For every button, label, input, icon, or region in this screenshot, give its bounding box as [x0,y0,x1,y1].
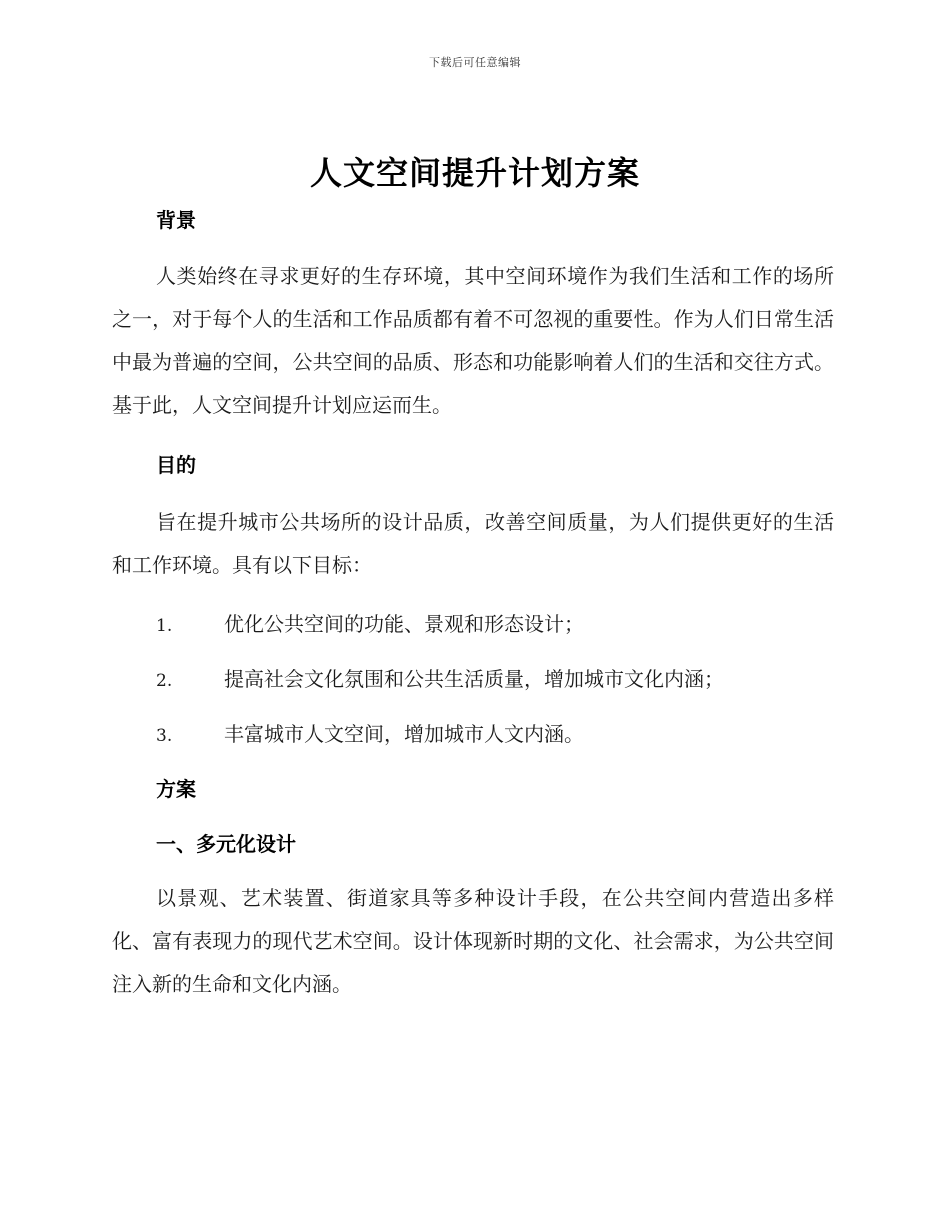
goals-list [112,597,834,762]
list-item-number: 1. [156,616,173,636]
list-item-text: 提高社会文化氛围和公共生活质量，增加城市文化内涵； [224,667,724,691]
background-paragraph: 人类始终在寻求更好的生存环境，其中空间环境作为我们生活和工作的场所之一，对于每个人的生活和工作品质都有着不可忽视的重要性。作为人们日常生活中最为普遍的空间，公共空间的品质、形态和功能影响着人们的生活和交往方式。基于此，人文空间提升计划应运而生。 [112,264,834,417]
list-item-text: 优化公共空间的功能、景观和形态设计； [224,612,584,636]
document-body [112,205,834,1006]
list-item [112,707,834,762]
section-heading-background: 背景 [156,208,196,232]
section-heading-plan: 方案 [156,777,196,801]
subheading-diversified-design: 一、多元化设计 [156,832,296,856]
list-item [112,597,834,652]
list-item-number: 3. [156,726,173,746]
plan-paragraph: 以景观、艺术装置、街道家具等多种设计手段，在公共空间内营造出多样化、富有表现力的现代艺术空间。设计体现新时期的文化、社会需求，为公共空间注入新的生命和文化内涵。 [112,886,834,996]
list-item [112,652,834,707]
purpose-paragraph: 旨在提升城市公共场所的设计品质，改善空间质量，为人们提供更好的生活和工作环境。具有以下目标： [112,510,834,577]
document-title: 人文空间提升计划方案 [309,154,640,192]
section-heading-purpose: 目的 [156,453,196,477]
list-item-number: 2. [156,671,173,691]
list-item-text: 丰富城市人文空间，增加城市人文内涵。 [224,722,584,746]
page-header: 下载后可任意编辑 [429,56,521,69]
